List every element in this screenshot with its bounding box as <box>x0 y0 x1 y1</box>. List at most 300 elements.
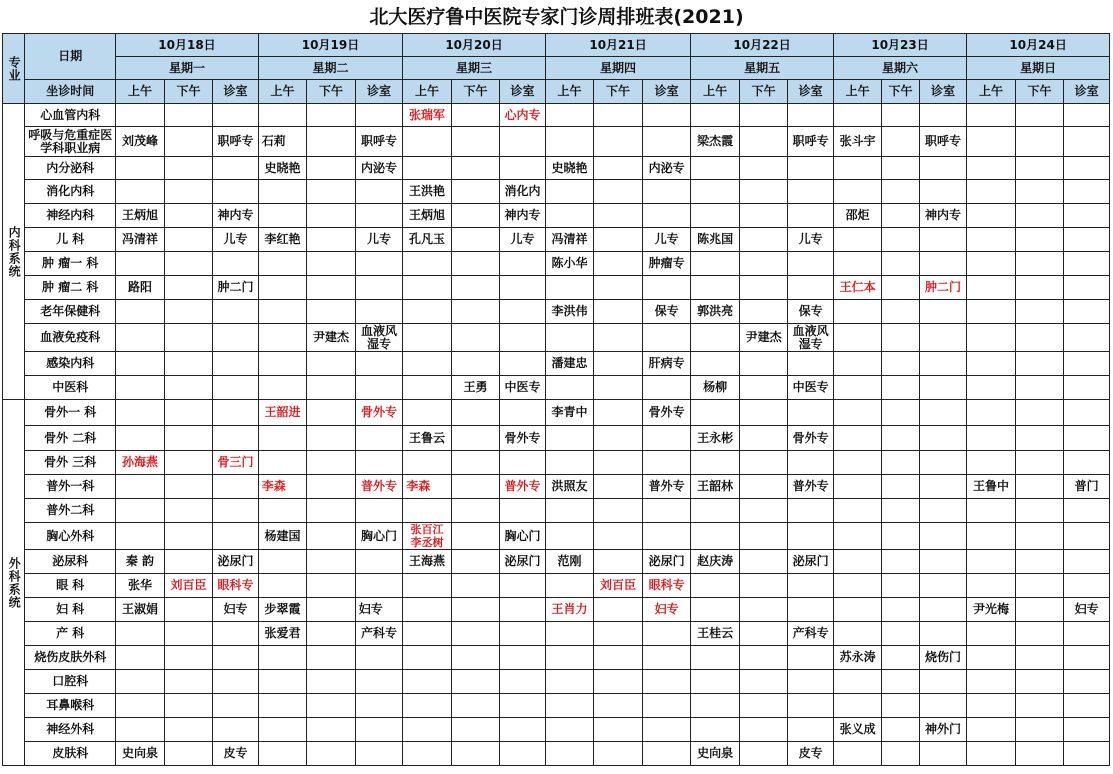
empty-cell <box>116 622 165 646</box>
empty-cell <box>1015 670 1064 694</box>
empty-cell <box>833 622 882 646</box>
empty-cell <box>355 499 403 523</box>
empty-cell <box>500 352 545 376</box>
empty-cell <box>967 400 1016 426</box>
empty-cell <box>116 475 165 499</box>
empty-cell <box>1015 426 1064 451</box>
empty-cell <box>919 499 967 523</box>
empty-cell <box>882 451 919 475</box>
date-cell: 10月18日 <box>116 34 259 57</box>
empty-cell <box>307 252 356 276</box>
empty-cell <box>1015 252 1064 276</box>
empty-cell <box>500 718 545 742</box>
empty-cell <box>739 204 788 228</box>
empty-cell <box>1015 276 1064 300</box>
pm-header: 下午 <box>1015 80 1064 104</box>
empty-cell <box>451 694 500 718</box>
empty-cell <box>451 180 500 204</box>
schedule-entry: 眼科专 <box>642 574 691 598</box>
empty-cell <box>882 742 919 766</box>
empty-cell <box>164 104 213 127</box>
empty-cell <box>307 276 356 300</box>
table-row <box>3 451 1110 475</box>
schedule-entry: 血液风湿专 <box>355 324 403 352</box>
empty-cell <box>642 646 691 670</box>
empty-cell <box>258 300 307 324</box>
empty-cell <box>545 622 594 646</box>
empty-cell <box>307 127 356 157</box>
empty-cell <box>739 574 788 598</box>
date-cell: 10月22日 <box>691 34 834 57</box>
empty-cell <box>642 718 691 742</box>
pm-header: 下午 <box>307 80 356 104</box>
empty-cell <box>739 300 788 324</box>
empty-cell <box>967 523 1016 550</box>
empty-cell <box>594 426 643 451</box>
am-header: 上午 <box>258 80 307 104</box>
schedule-entry: 血液风湿专 <box>788 324 833 352</box>
table-row <box>3 499 1110 523</box>
dept-cell: 骨外一 科 <box>25 400 116 426</box>
empty-cell <box>882 670 919 694</box>
dept-cell: 儿 科 <box>25 228 116 252</box>
empty-cell <box>307 694 356 718</box>
empty-cell <box>545 376 594 400</box>
empty-cell <box>642 694 691 718</box>
dept-cell: 骨外 三科 <box>25 451 116 475</box>
empty-cell <box>594 300 643 324</box>
empty-cell <box>594 276 643 300</box>
empty-cell <box>919 228 967 252</box>
schedule-entry: 肿瘤专 <box>642 252 691 276</box>
empty-cell <box>1064 204 1110 228</box>
empty-cell <box>355 376 403 400</box>
empty-cell <box>691 718 740 742</box>
table-row <box>3 376 1110 400</box>
empty-cell <box>739 376 788 400</box>
schedule-entry: 中医专 <box>788 376 833 400</box>
schedule-entry: 尹建杰 <box>307 324 356 352</box>
empty-cell <box>967 276 1016 300</box>
empty-cell <box>882 622 919 646</box>
empty-cell <box>882 376 919 400</box>
empty-cell <box>500 646 545 670</box>
schedule-entry: 骨外专 <box>788 426 833 451</box>
empty-cell <box>967 550 1016 574</box>
empty-cell <box>1015 475 1064 499</box>
empty-cell <box>355 451 403 475</box>
empty-cell <box>882 646 919 670</box>
empty-cell <box>500 300 545 324</box>
date-cell: 10月19日 <box>258 34 403 57</box>
empty-cell <box>307 499 356 523</box>
schedule-entry: 神外门 <box>919 718 967 742</box>
empty-cell <box>403 300 452 324</box>
schedule-entry: 王鲁云 <box>403 426 452 451</box>
schedule-entry: 石莉 <box>258 127 307 157</box>
empty-cell <box>967 300 1016 324</box>
schedule-entry: 李红艳 <box>258 228 307 252</box>
schedule-entry: 儿专 <box>355 228 403 252</box>
table-body <box>3 104 1110 766</box>
schedule-entry: 张义成 <box>833 718 882 742</box>
empty-cell <box>164 228 213 252</box>
empty-cell <box>164 550 213 574</box>
empty-cell <box>788 276 833 300</box>
empty-cell <box>691 574 740 598</box>
empty-cell <box>1064 276 1110 300</box>
empty-cell <box>833 352 882 376</box>
empty-cell <box>967 252 1016 276</box>
empty-cell <box>1064 694 1110 718</box>
empty-cell <box>594 157 643 180</box>
schedule-entry: 尹光梅 <box>967 598 1016 622</box>
empty-cell <box>164 646 213 670</box>
empty-cell <box>307 742 356 766</box>
empty-cell <box>258 451 307 475</box>
schedule-entry: 王洪艳 <box>403 180 452 204</box>
schedule-entry: 刘茂峰 <box>116 127 165 157</box>
empty-cell <box>258 670 307 694</box>
pm-header: 下午 <box>882 80 919 104</box>
empty-cell <box>258 694 307 718</box>
empty-cell <box>882 352 919 376</box>
table-row <box>3 228 1110 252</box>
empty-cell <box>919 622 967 646</box>
empty-cell <box>213 352 258 376</box>
empty-cell <box>307 157 356 180</box>
empty-cell <box>451 742 500 766</box>
empty-cell <box>258 324 307 352</box>
empty-cell <box>739 426 788 451</box>
empty-cell <box>967 127 1016 157</box>
schedule-entry: 刘百臣 <box>164 574 213 598</box>
empty-cell <box>833 104 882 127</box>
empty-cell <box>882 324 919 352</box>
schedule-entry: 王韶进 <box>258 400 307 426</box>
empty-cell <box>788 104 833 127</box>
empty-cell <box>739 475 788 499</box>
empty-cell <box>116 104 165 127</box>
empty-cell <box>116 523 165 550</box>
empty-cell <box>213 475 258 499</box>
empty-cell <box>307 376 356 400</box>
empty-cell <box>116 352 165 376</box>
empty-cell <box>116 252 165 276</box>
table-row <box>3 670 1110 694</box>
empty-cell <box>545 104 594 127</box>
table-row <box>3 622 1110 646</box>
empty-cell <box>403 157 452 180</box>
empty-cell <box>213 523 258 550</box>
schedule-entry: 秦 韵 <box>116 550 165 574</box>
schedule-entry: 儿专 <box>213 228 258 252</box>
empty-cell <box>355 204 403 228</box>
schedule-entry: 洪照友 <box>545 475 594 499</box>
empty-cell <box>919 550 967 574</box>
schedule-entry: 杨建国 <box>258 523 307 550</box>
dept-cell: 中医科 <box>25 376 116 400</box>
empty-cell <box>258 376 307 400</box>
empty-cell <box>403 451 452 475</box>
empty-cell <box>833 400 882 426</box>
empty-cell <box>739 499 788 523</box>
empty-cell <box>307 204 356 228</box>
schedule-entry: 肿二门 <box>919 276 967 300</box>
table-row <box>3 180 1110 204</box>
empty-cell <box>355 550 403 574</box>
empty-cell <box>1064 400 1110 426</box>
empty-cell <box>451 574 500 598</box>
schedule-entry: 王肖力 <box>545 598 594 622</box>
empty-cell <box>739 718 788 742</box>
empty-cell <box>594 400 643 426</box>
empty-cell <box>882 228 919 252</box>
empty-cell <box>500 451 545 475</box>
empty-cell <box>1015 550 1064 574</box>
empty-cell <box>739 742 788 766</box>
empty-cell <box>355 646 403 670</box>
pm-header: 下午 <box>164 80 213 104</box>
empty-cell <box>833 228 882 252</box>
empty-cell <box>500 598 545 622</box>
empty-cell <box>213 718 258 742</box>
empty-cell <box>919 324 967 352</box>
empty-cell <box>403 352 452 376</box>
empty-cell <box>1015 300 1064 324</box>
empty-cell <box>1015 352 1064 376</box>
empty-cell <box>355 694 403 718</box>
empty-cell <box>882 523 919 550</box>
empty-cell <box>833 694 882 718</box>
empty-cell <box>1015 400 1064 426</box>
schedule-entry: 路阳 <box>116 276 165 300</box>
empty-cell <box>116 400 165 426</box>
dept-cell: 眼 科 <box>25 574 116 598</box>
empty-cell <box>833 742 882 766</box>
schedule-entry: 范刚 <box>545 550 594 574</box>
schedule-entry: 产科专 <box>788 622 833 646</box>
empty-cell <box>451 451 500 475</box>
schedule-entry: 王勇 <box>451 376 500 400</box>
empty-cell <box>882 204 919 228</box>
empty-cell <box>882 550 919 574</box>
schedule-entry: 史向泉 <box>116 742 165 766</box>
empty-cell <box>451 622 500 646</box>
empty-cell <box>967 376 1016 400</box>
weekday-cell: 星期五 <box>691 57 834 80</box>
table-row <box>3 300 1110 324</box>
empty-cell <box>833 451 882 475</box>
empty-cell <box>642 670 691 694</box>
empty-cell <box>739 352 788 376</box>
empty-cell <box>545 204 594 228</box>
empty-cell <box>213 400 258 426</box>
empty-cell <box>451 127 500 157</box>
empty-cell <box>833 574 882 598</box>
empty-cell <box>164 718 213 742</box>
dept-cell: 皮肤科 <box>25 742 116 766</box>
empty-cell <box>1064 574 1110 598</box>
dept-cell: 产 科 <box>25 622 116 646</box>
empty-cell <box>967 204 1016 228</box>
empty-cell <box>545 324 594 352</box>
schedule-entry: 普外专 <box>500 475 545 499</box>
empty-cell <box>545 742 594 766</box>
dept-cell: 肿 瘤二 科 <box>25 276 116 300</box>
empty-cell <box>739 180 788 204</box>
date-cell: 10月24日 <box>967 34 1110 57</box>
room-header: 诊室 <box>500 80 545 104</box>
dept-cell: 普外二科 <box>25 499 116 523</box>
table-row <box>3 646 1110 670</box>
schedule-entry: 神内专 <box>213 204 258 228</box>
empty-cell <box>642 523 691 550</box>
empty-cell <box>451 499 500 523</box>
table-row <box>3 574 1110 598</box>
schedule-entry: 刘百臣 <box>594 574 643 598</box>
empty-cell <box>355 670 403 694</box>
empty-cell <box>307 718 356 742</box>
empty-cell <box>642 742 691 766</box>
empty-cell <box>691 670 740 694</box>
empty-cell <box>594 104 643 127</box>
empty-cell <box>642 276 691 300</box>
schedule-entry: 产科专 <box>355 622 403 646</box>
schedule-entry: 胸心门 <box>500 523 545 550</box>
empty-cell <box>967 499 1016 523</box>
empty-cell <box>967 104 1016 127</box>
empty-cell <box>403 646 452 670</box>
empty-cell <box>833 324 882 352</box>
empty-cell <box>967 451 1016 475</box>
schedule-entry: 王海燕 <box>403 550 452 574</box>
empty-cell <box>258 104 307 127</box>
empty-cell <box>545 523 594 550</box>
empty-cell <box>1064 523 1110 550</box>
empty-cell <box>213 252 258 276</box>
schedule-entry: 职呼专 <box>788 127 833 157</box>
empty-cell <box>258 718 307 742</box>
empty-cell <box>788 718 833 742</box>
schedule-entry: 普门 <box>1064 475 1110 499</box>
empty-cell <box>882 400 919 426</box>
empty-cell <box>164 598 213 622</box>
empty-cell <box>1064 324 1110 352</box>
empty-cell <box>1015 598 1064 622</box>
empty-cell <box>307 670 356 694</box>
schedule-entry: 王淑娟 <box>116 598 165 622</box>
empty-cell <box>642 451 691 475</box>
empty-cell <box>642 127 691 157</box>
empty-cell <box>882 104 919 127</box>
empty-cell <box>594 204 643 228</box>
empty-cell <box>1064 550 1110 574</box>
empty-cell <box>1064 622 1110 646</box>
empty-cell <box>451 475 500 499</box>
empty-cell <box>967 694 1016 718</box>
empty-cell <box>258 426 307 451</box>
empty-cell <box>1064 451 1110 475</box>
empty-cell <box>213 104 258 127</box>
schedule-entry: 皮专 <box>213 742 258 766</box>
empty-cell <box>451 646 500 670</box>
weekday-cell: 星期二 <box>258 57 403 80</box>
empty-cell <box>403 127 452 157</box>
table-row <box>3 252 1110 276</box>
empty-cell <box>164 523 213 550</box>
empty-cell <box>642 204 691 228</box>
empty-cell <box>691 276 740 300</box>
empty-cell <box>307 550 356 574</box>
schedule-entry: 普外专 <box>788 475 833 499</box>
table-row <box>3 718 1110 742</box>
empty-cell <box>1064 180 1110 204</box>
empty-cell <box>833 300 882 324</box>
empty-cell <box>403 670 452 694</box>
empty-cell <box>739 670 788 694</box>
empty-cell <box>116 718 165 742</box>
table-row <box>3 475 1110 499</box>
weekday-cell: 星期一 <box>116 57 259 80</box>
empty-cell <box>164 670 213 694</box>
empty-cell <box>919 742 967 766</box>
empty-cell <box>451 426 500 451</box>
empty-cell <box>1015 622 1064 646</box>
empty-cell <box>451 228 500 252</box>
empty-cell <box>739 550 788 574</box>
empty-cell <box>882 574 919 598</box>
empty-cell <box>1064 646 1110 670</box>
dept-cell: 心血管内科 <box>25 104 116 127</box>
empty-cell <box>967 352 1016 376</box>
empty-cell <box>545 499 594 523</box>
schedule-entry: 肿二门 <box>213 276 258 300</box>
empty-cell <box>739 157 788 180</box>
empty-cell <box>545 276 594 300</box>
table-row <box>3 127 1110 157</box>
time-header: 坐诊时间 <box>25 80 116 104</box>
empty-cell <box>403 622 452 646</box>
empty-cell <box>403 694 452 718</box>
schedule-entry: 儿专 <box>500 228 545 252</box>
empty-cell <box>1015 718 1064 742</box>
empty-cell <box>594 622 643 646</box>
empty-cell <box>882 475 919 499</box>
empty-cell <box>164 180 213 204</box>
schedule-entry: 泌尿门 <box>213 550 258 574</box>
schedule-entry: 儿专 <box>642 228 691 252</box>
header-row-weekdays <box>3 57 1110 80</box>
am-header: 上午 <box>833 80 882 104</box>
empty-cell <box>307 475 356 499</box>
group-label: 内科系统 <box>7 225 22 278</box>
schedule-entry: 苏永涛 <box>833 646 882 670</box>
schedule-entry: 肝病专 <box>642 352 691 376</box>
empty-cell <box>691 499 740 523</box>
empty-cell <box>403 574 452 598</box>
empty-cell <box>213 180 258 204</box>
empty-cell <box>967 670 1016 694</box>
schedule-entry: 骨三门 <box>213 451 258 475</box>
empty-cell <box>116 426 165 451</box>
empty-cell <box>967 574 1016 598</box>
empty-cell <box>258 646 307 670</box>
empty-cell <box>594 475 643 499</box>
empty-cell <box>164 376 213 400</box>
empty-cell <box>500 694 545 718</box>
dept-cell: 烧伤皮肤外科 <box>25 646 116 670</box>
